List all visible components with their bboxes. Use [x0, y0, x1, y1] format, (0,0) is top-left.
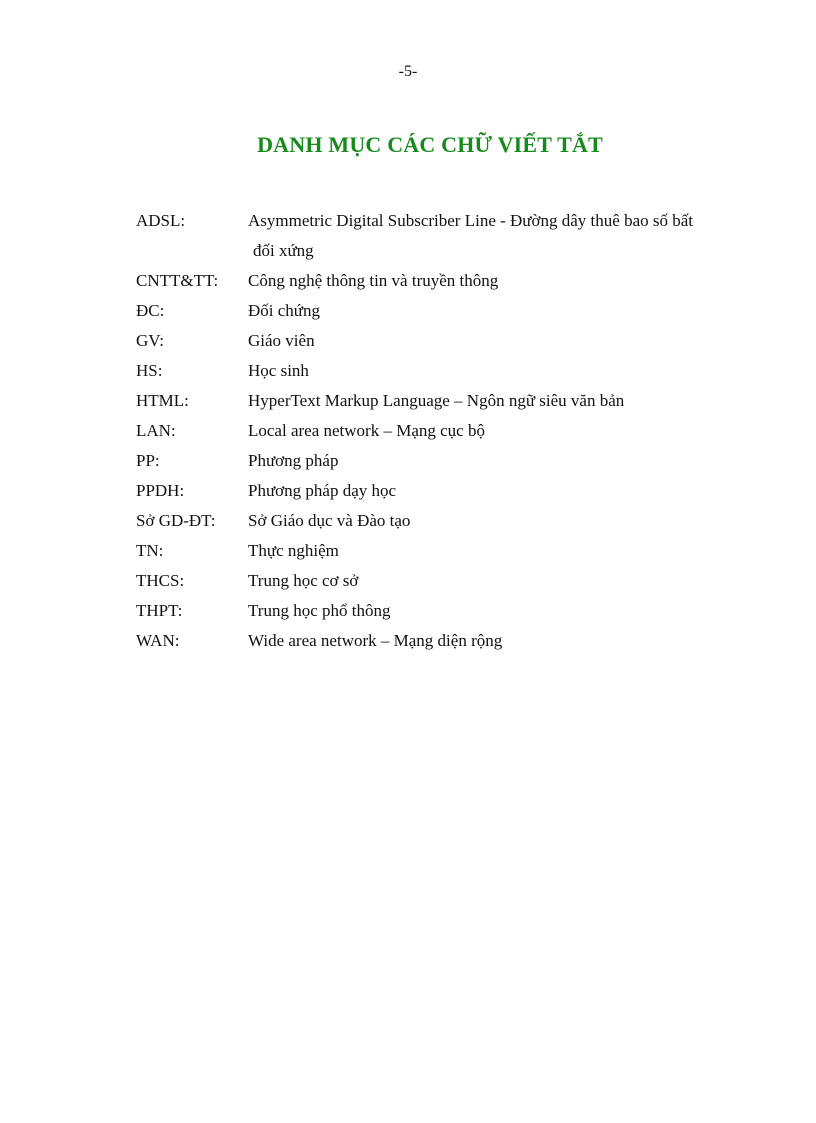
- definition-continuation: đối xứng: [253, 241, 314, 260]
- abbreviation-definition: Sở Giáo dục và Đào tạo: [248, 511, 411, 530]
- abbreviation-term: HS:: [136, 361, 163, 380]
- abbreviation-term: LAN:: [136, 421, 176, 440]
- abbreviation-row-adsl: [136, 206, 736, 266]
- abbreviation-row-so-gd-dt: [136, 506, 736, 536]
- page-number: -5-: [398, 63, 418, 80]
- abbreviation-row-lan: [136, 416, 736, 446]
- abbreviation-definition: Giáo viên: [248, 331, 315, 350]
- abbreviation-term: THCS:: [136, 571, 185, 590]
- abbreviation-row-html: [136, 386, 736, 416]
- abbreviation-definition: Học sinh: [248, 361, 309, 380]
- abbreviation-row-thpt: [136, 596, 736, 626]
- abbreviation-definition: [248, 206, 736, 266]
- abbreviation-row-wan: [136, 626, 736, 656]
- abbreviation-row-hs: [136, 356, 736, 386]
- abbreviation-term: PPDH:: [136, 481, 185, 500]
- abbreviation-row-dc: [136, 296, 736, 326]
- abbreviation-term: TN:: [136, 541, 164, 560]
- abbreviation-row-thcs: [136, 566, 736, 596]
- abbreviation-definition: Công nghệ thông tin và truyền thông: [248, 271, 499, 290]
- abbreviation-definition: Đối chứng: [248, 301, 321, 320]
- abbreviation-term: CNTT&TT:: [136, 271, 219, 290]
- definition-text: Asymmetric Digital Subscriber Line - Đường dây thuê bao số bất: [248, 211, 693, 230]
- abbreviation-definition: Local area network – Mạng cục bộ: [248, 421, 485, 440]
- page-title: DANH MỤC CÁC CHỮ VIẾT TẮT: [257, 132, 603, 157]
- abbreviation-definition: Phương pháp: [248, 451, 339, 470]
- abbreviation-row-tn: [136, 536, 736, 566]
- abbreviation-term: ĐC:: [136, 301, 165, 320]
- abbreviation-definition: Thực nghiệm: [248, 541, 339, 560]
- abbreviation-term: ADSL:: [136, 211, 186, 230]
- abbreviation-definition: Phương pháp dạy học: [248, 481, 397, 500]
- abbreviation-term: WAN:: [136, 631, 180, 650]
- abbreviation-term: THPT:: [136, 601, 183, 620]
- abbreviation-term: GV:: [136, 331, 165, 350]
- abbreviation-row-gv: [136, 326, 736, 356]
- abbreviation-definition: Trung học phổ thông: [248, 601, 391, 620]
- abbreviation-term: PP:: [136, 451, 160, 470]
- abbreviation-definition: Wide area network – Mạng diện rộng: [248, 631, 503, 650]
- abbreviation-definition: Trung học cơ sở: [248, 571, 359, 590]
- abbreviation-definition: HyperText Markup Language – Ngôn ngữ siêu văn bản: [248, 391, 625, 410]
- abbreviation-row-pp: [136, 446, 736, 476]
- abbreviation-row-ppdh: [136, 476, 736, 506]
- abbreviation-term: Sở GD-ĐT:: [136, 511, 216, 530]
- abbreviation-row-cntt: [136, 266, 736, 296]
- abbreviation-list: [136, 206, 736, 656]
- abbreviation-term: HTML:: [136, 391, 189, 410]
